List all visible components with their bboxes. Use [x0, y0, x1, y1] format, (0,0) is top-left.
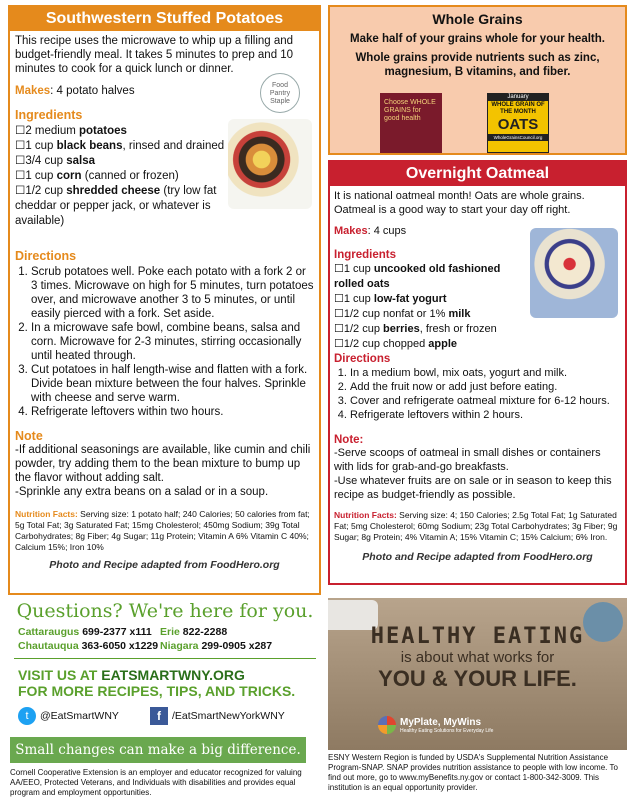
right-makes-value: : 4 cups — [367, 225, 407, 237]
direction-step: 2. In a microwave safe bowl, combine beans, salsa and corn. Microwave for 2-3 minutes, stirring occasionally until heated through. — [31, 321, 314, 363]
divider — [14, 658, 316, 659]
choose-whole-grains-book: Choose WHOLE GRAINS for good health — [380, 93, 442, 153]
whole-grains-box — [328, 5, 627, 155]
visit-line2: FOR MORE RECIPES, TIPS, AND TRICKS. — [18, 683, 296, 699]
left-notes — [15, 443, 314, 499]
right-ingredients-heading: Ingredients — [334, 249, 396, 261]
checkbox-icon: ☐ — [15, 170, 26, 182]
whole-grains-line2: Whole grains provide nutrients such as zinc, magnesium, B vitamins, and fiber. — [355, 52, 600, 78]
direction-step: 1. Scrub potatoes well. Poke each potato with a fork 2 or 3 times. Microwave on high for 5 minutes, turn potatoes over, and microwave another 3 to 5 minutes, or until easily pierced with a fork. Set aside. — [31, 265, 314, 321]
right-recipe-title: Overnight Oatmeal — [330, 162, 625, 186]
direction-step: 3. Cover and refrigerate oatmeal mixture for 6-12 hours. — [350, 394, 621, 408]
right-notes — [334, 446, 621, 502]
makes-value: : 4 potato halves — [50, 85, 135, 97]
note-item: -Serve scoops of oatmeal in small dishes or containers with lids for grab-and-go breakfasts. — [334, 447, 601, 473]
healthy-eating-line1: HEALTHY EATING — [370, 624, 585, 649]
healthy-eating-line2: is about what works for — [400, 649, 555, 666]
left-recipe-title: Southwestern Stuffed Potatoes — [10, 7, 319, 31]
twitter-icon[interactable]: t — [18, 707, 36, 725]
left-ingredients-list — [15, 124, 230, 229]
direction-step: 4. Refrigerate leftovers within two hours. — [31, 405, 314, 419]
right-note-heading: Note: — [334, 434, 364, 446]
questions-heading: Questions? We're here for you. — [16, 600, 314, 622]
left-recipe-card — [8, 5, 321, 595]
contact-section — [10, 600, 320, 805]
whole-grains-line1: Make half of your grains whole for your health. — [350, 33, 605, 45]
right-recipe-intro: It is national oatmeal month! Oats are whole grains. Oatmeal is a good way to start your day off right. — [334, 190, 585, 216]
right-credit: Photo and Recipe adapted from FoodHero.org — [362, 551, 593, 563]
note-item: -Use whatever fruits are on sale or in season to keep this recipe as budget-friendly as possible. — [334, 475, 612, 501]
ingredient-item: ☐1 cup black beans, rinsed and drained — [15, 140, 225, 152]
visit-prefix: VISIT US AT — [18, 667, 102, 683]
esny-funding-statement: ESNY Western Region is funded by USDA's Supplemental Nutrition Assistance Program-SNAP. SNAP provides nutrition assistance to people with low income. To find out more, go to www.myBenefits.ny.gov or contact 1-800-342-3009. This institution is an equal opportunity provider. — [328, 753, 618, 792]
checkbox-icon: ☐ — [334, 338, 344, 350]
checkbox-icon: ☐ — [15, 140, 26, 152]
right-ingredients-list — [334, 262, 524, 352]
note-item: -If additional seasonings are available, like cumin and chili powder, try adding them to the bean mixture to bump up the flavor without adding salt. — [15, 444, 311, 484]
checkbox-icon: ☐ — [15, 155, 26, 167]
checkbox-icon: ☐ — [15, 125, 26, 137]
ingredient-item: ☐1 cup corn (canned or frozen) — [15, 170, 179, 182]
right-directions-list — [334, 366, 621, 422]
stuffed-potato-photo — [228, 119, 312, 209]
direction-step: 2. Add the fruit now or add just before eating. — [350, 380, 621, 394]
food-pantry-staple-badge: Food Pantry Staple — [260, 73, 300, 113]
myplate-icon — [378, 716, 396, 734]
left-recipe-intro: This recipe uses the microwave to whip up a filling and budget-friendly meal. It takes 5 minutes to prep and 10 minutes to cook for a quick lunch or dinner. — [15, 35, 294, 75]
ingredient-item: ☐3/4 cup salsa — [15, 155, 96, 167]
right-recipe-card — [328, 160, 627, 585]
ingredient-item: ☐1/2 cup chopped apple — [334, 338, 458, 350]
ingredient-item: ☐2 medium potatoes — [15, 125, 127, 137]
small-changes-banner: Small changes can make a big difference. — [10, 737, 306, 763]
ingredient-item: ☐1 cup low-fat yogurt — [334, 293, 447, 305]
left-credit: Photo and Recipe adapted from FoodHero.org — [49, 559, 280, 571]
website-link[interactable]: EATSMARTWNY.ORG — [101, 667, 245, 683]
county-phones: Cattaraugus 699-2377 x111 Erie 822-2288 Chautauqua 363-6050 x1229 Niagara 299-0905 x287 — [18, 626, 273, 652]
checkbox-icon: ☐ — [334, 293, 344, 305]
cce-disclaimer: Cornell Cooperative Extension is an employer and educator recognized for valuing AA/EEO, Protected Veterans, and Individuals with disabilities and provides equal program and employment opportunities. — [10, 768, 302, 797]
twitter-handle[interactable]: @EatSmartWNY — [40, 710, 119, 722]
ingredient-item: ☐1 cup uncooked old fashioned rolled oats — [334, 263, 501, 290]
oats-poster: January WHOLE GRAIN OF THE MONTH OATS WholeGrainsCouncil.org — [487, 93, 549, 153]
makes-label: Makes — [15, 85, 51, 97]
left-nutrition-label: Nutrition Facts: — [15, 509, 78, 519]
direction-step: 1. In a medium bowl, mix oats, yogurt and milk. — [350, 366, 621, 380]
left-nutrition-text: Serving size: 1 potato half; 240 Calories; 50 calories from fat; 5g Total Fat; 3g Saturated Fat; 15mg Cholesterol; 450mg Sodium; 39g Total Carbohydrates; 8g Fiber; 4g Sugar; 11g Protein; Vitamin A 6% Vitamin C 40%; Calcium 15%; Iron 10% — [15, 509, 310, 552]
right-makes-label: Makes — [334, 225, 368, 237]
right-nutrition-label: Nutrition Facts: — [334, 510, 397, 520]
directions-heading: Directions — [15, 249, 77, 263]
healthy-eating-line3: YOU & YOUR LIFE. — [378, 666, 577, 691]
ingredient-item: ☐1/2 cup nonfat or 1% milk — [334, 308, 471, 320]
facebook-handle[interactable]: /EatSmartNewYorkWNY — [172, 710, 285, 722]
myplate-logo: MyPlate, MyWins Healthy Eating Solutions for Everyday Life — [378, 716, 493, 734]
direction-step: 3. Cut potatoes in half length-wise and flatten with a fork. Divide bean mixture between the four halves. Sprinkle with cheese and serve warm. — [31, 363, 314, 405]
direction-step: 4. Refrigerate leftovers within 2 hours. — [350, 408, 621, 422]
checkbox-icon: ☐ — [334, 308, 344, 320]
facebook-icon[interactable]: f — [150, 707, 168, 725]
checkbox-icon: ☐ — [334, 323, 344, 335]
note-item: -Sprinkle any extra beans on a salad or in a soup. — [15, 486, 269, 498]
whole-grains-title: Whole Grains — [432, 11, 523, 27]
healthy-eating-panel — [328, 598, 627, 750]
checkbox-icon: ☐ — [334, 263, 344, 275]
ingredients-heading: Ingredients — [15, 108, 83, 122]
right-directions-heading: Directions — [334, 353, 391, 365]
note-heading: Note — [15, 429, 43, 443]
left-directions-list — [15, 265, 314, 419]
checkbox-icon: ☐ — [15, 185, 26, 197]
right-nutrition-text: Serving size: 4; 150 Calories; 2.5g Total Fat; 1g Saturated Fat; 5mg Cholesterol; 60mg Sodium; 23g Total Carbohydrates; 3g Fiber; 9g Sugar; 8g Protein; 4% Vitamin A; 15% Vitamin C; 15% Calcium; 6% Iron. — [334, 510, 618, 542]
ingredient-item: ☐1/2 cup berries, fresh or frozen — [334, 323, 497, 335]
overnight-oatmeal-photo — [530, 228, 618, 318]
ingredient-item: ☐1/2 cup shredded cheese (try low fat cheddar or pepper jack, or whatever is available) — [15, 185, 217, 227]
